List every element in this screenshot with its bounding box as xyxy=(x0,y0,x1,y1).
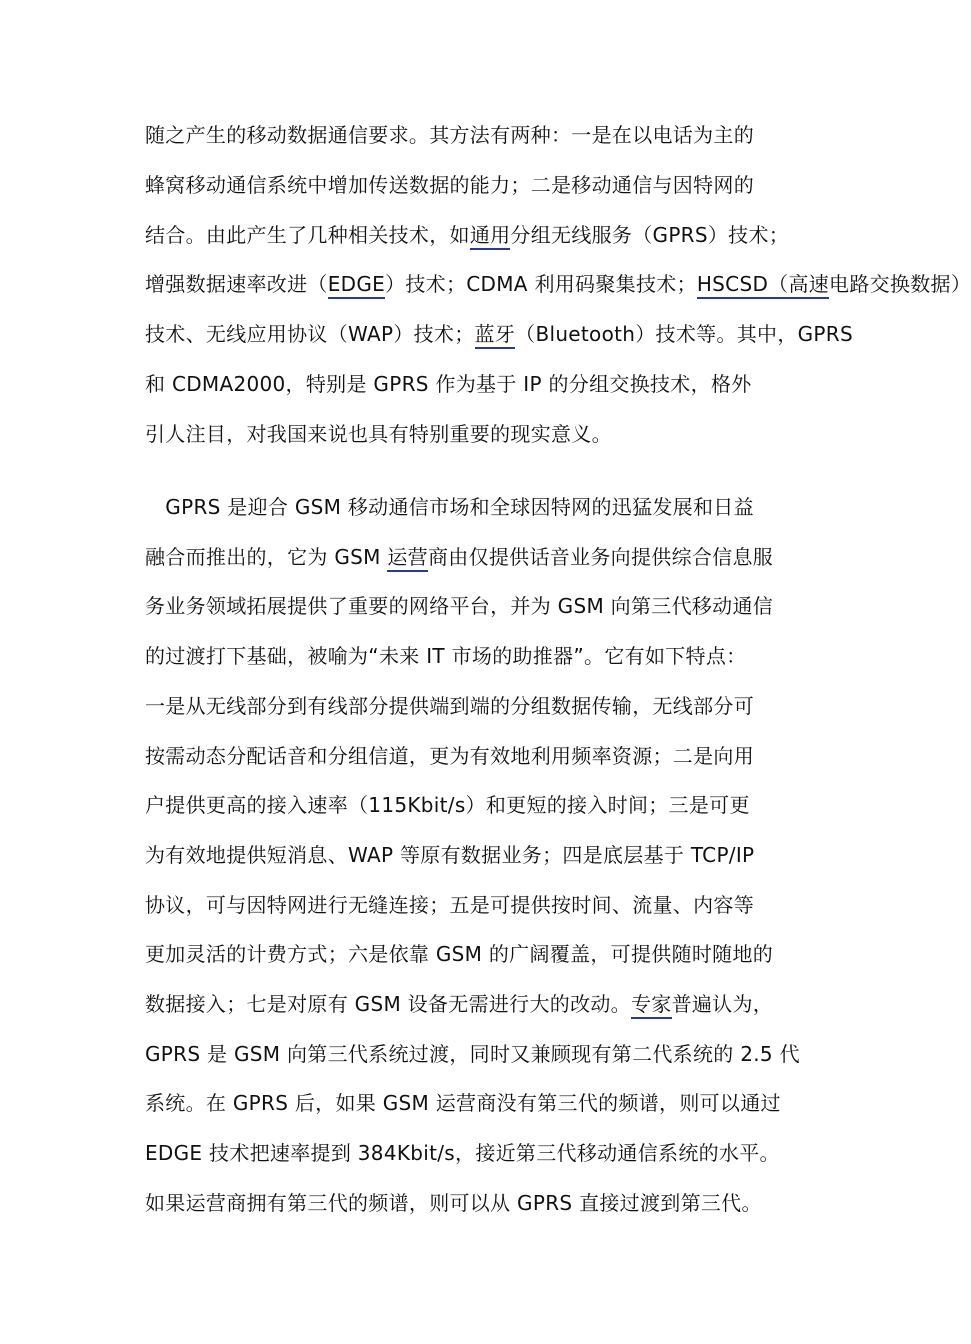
text-run: 按需动态分配话音和分组信道，更为有效地利用频率资源；二是向用 xyxy=(145,743,754,768)
underlined-term: 专家 xyxy=(631,992,672,1019)
text-run: 的过渡打下基础，被喻为“未来 IT 市场的助推器”。它有如下特点： xyxy=(145,644,747,669)
text-line xyxy=(145,991,773,1017)
text-run: （Bluetooth）技术等。其中，GPRS xyxy=(515,322,853,347)
text-run: 普遍认为， xyxy=(671,992,774,1016)
text-run: 数据接入；七是对原有 GSM 设备无需进行大的改动。 xyxy=(145,992,631,1016)
text-run: 商由仅提供话音业务向提供综合信息服 xyxy=(427,544,774,569)
text-line xyxy=(145,1140,780,1166)
text-line xyxy=(145,544,773,570)
text-run: GPRS 是迎合 GSM 移动通信市场和全球因特网的迅猛发展和日益 xyxy=(145,495,754,519)
text-line xyxy=(145,421,612,447)
text-line xyxy=(145,172,754,198)
text-run: 如果运营商拥有第三代的频谱，则可以从 GPRS 直接过渡到第三代。 xyxy=(145,1190,762,1215)
underlined-term: HSCSD（高速 xyxy=(697,272,829,299)
text-line xyxy=(145,743,754,769)
text-run: ）技术；CDMA 利用码聚集技术； xyxy=(385,272,697,297)
text-line xyxy=(145,222,789,248)
text-line xyxy=(145,321,853,347)
text-run: 引人注目，对我国来说也具有特别重要的现实意义。 xyxy=(145,421,612,446)
text-run: 系统。在 GPRS 后，如果 GSM 运营商没有第三代的频谱，则可以通过 xyxy=(145,1091,781,1116)
text-run: 为有效地提供短消息、WAP 等原有数据业务；四是底层基于 TCP/IP xyxy=(145,842,755,867)
text-line xyxy=(145,1041,800,1067)
text-line xyxy=(145,122,754,148)
underlined-term: 通用 xyxy=(470,223,511,250)
text-run: 协议，可与因特网进行无缝连接；五是可提供按时间、流量、内容等 xyxy=(145,892,754,917)
text-run: 技术、无线应用协议（WAP）技术； xyxy=(145,322,475,347)
text-run: 增强数据速率改进（ xyxy=(145,272,328,297)
underlined-term: EDGE xyxy=(328,272,385,299)
text-line xyxy=(145,941,773,967)
text-line xyxy=(145,494,754,520)
text-run: 融合而推出的，它为 GSM xyxy=(145,544,388,569)
text-run: 更加灵活的计费方式；六是依靠 GSM 的广阔覆盖，可提供随时随地的 xyxy=(145,942,774,967)
text-run: 电路交换数据） xyxy=(829,272,971,297)
text-line xyxy=(145,271,971,297)
text-run: 随之产生的移动数据通信要求。其方法有两种：一是在以电话为主的 xyxy=(145,123,754,147)
text-line xyxy=(145,892,754,918)
text-line xyxy=(145,1190,762,1216)
underlined-term: 蓝牙 xyxy=(475,322,516,349)
text-run: 户提供更高的接入速率（115Kbit/s）和更短的接入时间；三是可更 xyxy=(145,793,750,818)
text-line xyxy=(145,593,773,619)
text-line xyxy=(145,842,754,868)
text-run: 结合。由此产生了几种相关技术，如 xyxy=(145,222,470,247)
text-run: 分组无线服务（GPRS）技术； xyxy=(510,222,790,247)
text-run: 和 CDMA2000，特别是 GPRS 作为基于 IP 的分组交换技术，格外 xyxy=(145,372,752,396)
text-run: GPRS 是 GSM 向第三代系统过渡，同时又兼顾现有第二代系统的 2.5 代 xyxy=(145,1041,800,1066)
text-run: 一是从无线部分到有线部分提供端到端的分组数据传输，无线部分可 xyxy=(145,693,754,718)
text-run: 蜂窝移动通信系统中增加传送数据的能力；二是移动通信与因特网的 xyxy=(145,172,754,197)
text-line xyxy=(145,693,754,719)
text-line xyxy=(145,1090,781,1116)
text-line xyxy=(145,371,752,397)
text-line xyxy=(145,792,750,818)
underlined-term: 运营 xyxy=(387,545,428,572)
text-run: EDGE 技术把速率提到 384Kbit/s，接近第三代移动通信系统的水平。 xyxy=(145,1141,780,1166)
text-line xyxy=(145,643,746,669)
text-run: 务业务领域拓展提供了重要的网络平台，并为 GSM 向第三代移动通信 xyxy=(145,594,774,619)
